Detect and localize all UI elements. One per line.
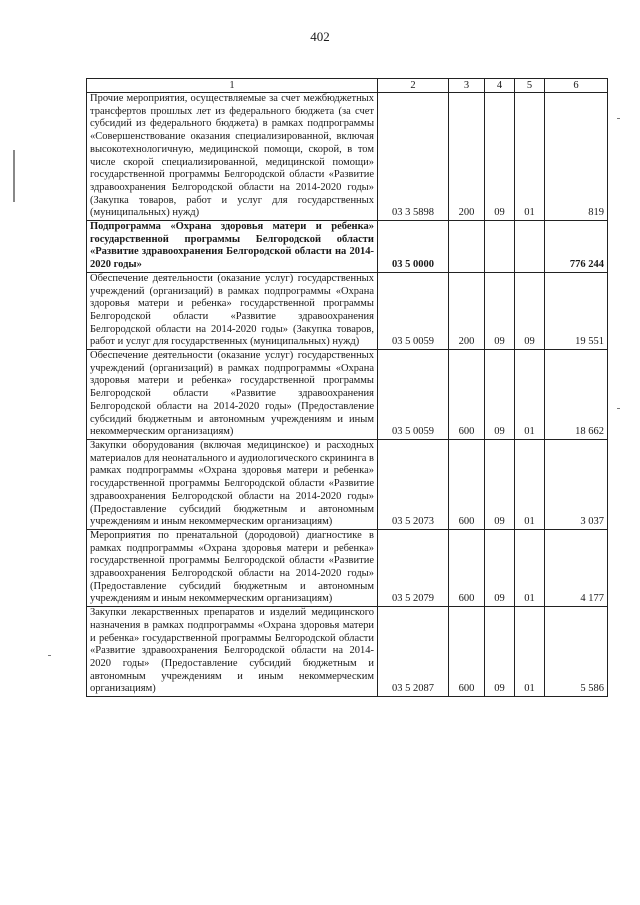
row-amount: 776 244: [545, 221, 608, 273]
row-code: 03 5 0000: [378, 221, 449, 273]
scan-speck: [617, 408, 620, 409]
row-expense-type: 200: [449, 93, 485, 221]
scan-speck: [617, 118, 620, 119]
row-code: 03 5 2087: [378, 607, 449, 697]
row-amount: 5 586: [545, 607, 608, 697]
table-row-subprogram: [87, 221, 608, 273]
row-section: 09: [485, 529, 515, 606]
row-expense-type: 600: [449, 529, 485, 606]
row-description: Закупки оборудования (включая медицинское) и расходных материалов для неонатального и аудиологического скрининга в рамках подпрограммы «Охрана здоровья матери и ребенка» государственной программы Белгородской области «Развитие здравоохранения Белгородской области на 2014-2020 годы» (Предоставление субсидий бюджетным и автономным учреждениям и иным некоммерческим организациям): [87, 439, 378, 529]
row-subsection: 01: [515, 529, 545, 606]
row-description: Мероприятия по пренатальной (дородовой) диагностике в рамках подпрограммы «Охрана здоровья матери и ребенка» государственной программы Белгородской области «Развитие здравоохранения Белгородской области на 2014-2020 годы» (Предоставление субсидий бюджетным и автономным учреждениям и иным некоммерческим организациям): [87, 529, 378, 606]
row-subsection: 09: [515, 272, 545, 349]
column-header-amount: 6: [545, 79, 608, 93]
row-description: Обеспечение деятельности (оказание услуг) государственных учреждений (организаций) в рамках подпрограммы «Охрана здоровья матери и ребенка» государственной программы Белгородской области «Развитие здравоохранения Белгородской области на 2014-2020 годы» (Предоставление субсидий бюджетным и автономным учреждениям и иным некоммерческим организациям): [87, 350, 378, 440]
row-description: Закупки лекарственных препаратов и изделий медицинского назначения в рамках подпрограммы «Охрана здоровья матери и ребенка» государственной программы Белгородской области «Развитие здравоохранения Белгородской области на 2014-2020 годы» (Предоставление субсидий бюджетным и автономным учреждениям и иным некоммерческим организациям): [87, 607, 378, 697]
row-expense-type: 600: [449, 439, 485, 529]
table-row: [87, 350, 608, 440]
column-header-expense-type: 3: [449, 79, 485, 93]
table-row: [87, 529, 608, 606]
table-row: [87, 272, 608, 349]
row-code: 03 5 0059: [378, 272, 449, 349]
row-code: 03 5 2073: [378, 439, 449, 529]
row-section: [485, 221, 515, 273]
row-subsection: 01: [515, 350, 545, 440]
row-code: 03 5 2079: [378, 529, 449, 606]
row-description: Прочие мероприятия, осуществляемые за счет межбюджетных трансфертов прошлых лет из федерального бюджета (за счет субсидий из федерального бюджета) в рамках подпрограммы «Совершенствование оказания специализированной, включая высокотехнологичную, медицинской помощи, скорой, в том числе скорой специализированной, медицинской помощи» государственной программы Белгородской области «Развитие здравоохранения Белгородской области на 2014-2020 годы» (Закупка товаров, работ и услуг для государственных (муниципальных) нужд): [87, 93, 378, 221]
binding-margin-mark: [13, 150, 15, 202]
row-subsection: [515, 221, 545, 273]
column-header-subsection: 5: [515, 79, 545, 93]
row-description: Обеспечение деятельности (оказание услуг) государственных учреждений (организаций) в рамках подпрограммы «Охрана здоровья матери и ребенка» государственной программы Белгородской области «Развитие здравоохранения Белгородской области на 2014-2020 годы» (Закупка товаров, работ и услуг для государственных (муниципальных) нужд): [87, 272, 378, 349]
budget-table: [86, 78, 608, 697]
page-number: 402: [310, 29, 330, 44]
row-section: 09: [485, 607, 515, 697]
row-expense-type: 600: [449, 607, 485, 697]
row-code: 03 5 0059: [378, 350, 449, 440]
row-description: Подпрограмма «Охрана здоровья матери и ребенка» государственной программы Белгородской области «Развитие здравоохранения Белгородской области на 2014-2020 годы»: [87, 221, 378, 273]
row-subsection: 01: [515, 93, 545, 221]
row-subsection: 01: [515, 607, 545, 697]
table-row: [87, 607, 608, 697]
table-row: [87, 439, 608, 529]
row-section: 09: [485, 439, 515, 529]
row-expense-type: [449, 221, 485, 273]
row-expense-type: 600: [449, 350, 485, 440]
row-amount: 18 662: [545, 350, 608, 440]
scan-speck: [48, 655, 51, 656]
row-amount: 4 177: [545, 529, 608, 606]
row-section: 09: [485, 93, 515, 221]
table-row: [87, 93, 608, 221]
column-header-code: 2: [378, 79, 449, 93]
row-code: 03 3 5898: [378, 93, 449, 221]
row-amount: 819: [545, 93, 608, 221]
row-section: 09: [485, 272, 515, 349]
column-header-name: 1: [87, 79, 378, 93]
row-expense-type: 200: [449, 272, 485, 349]
row-subsection: 01: [515, 439, 545, 529]
row-amount: 3 037: [545, 439, 608, 529]
column-header-section: 4: [485, 79, 515, 93]
row-amount: 19 551: [545, 272, 608, 349]
row-section: 09: [485, 350, 515, 440]
table-header-row: [87, 79, 608, 93]
